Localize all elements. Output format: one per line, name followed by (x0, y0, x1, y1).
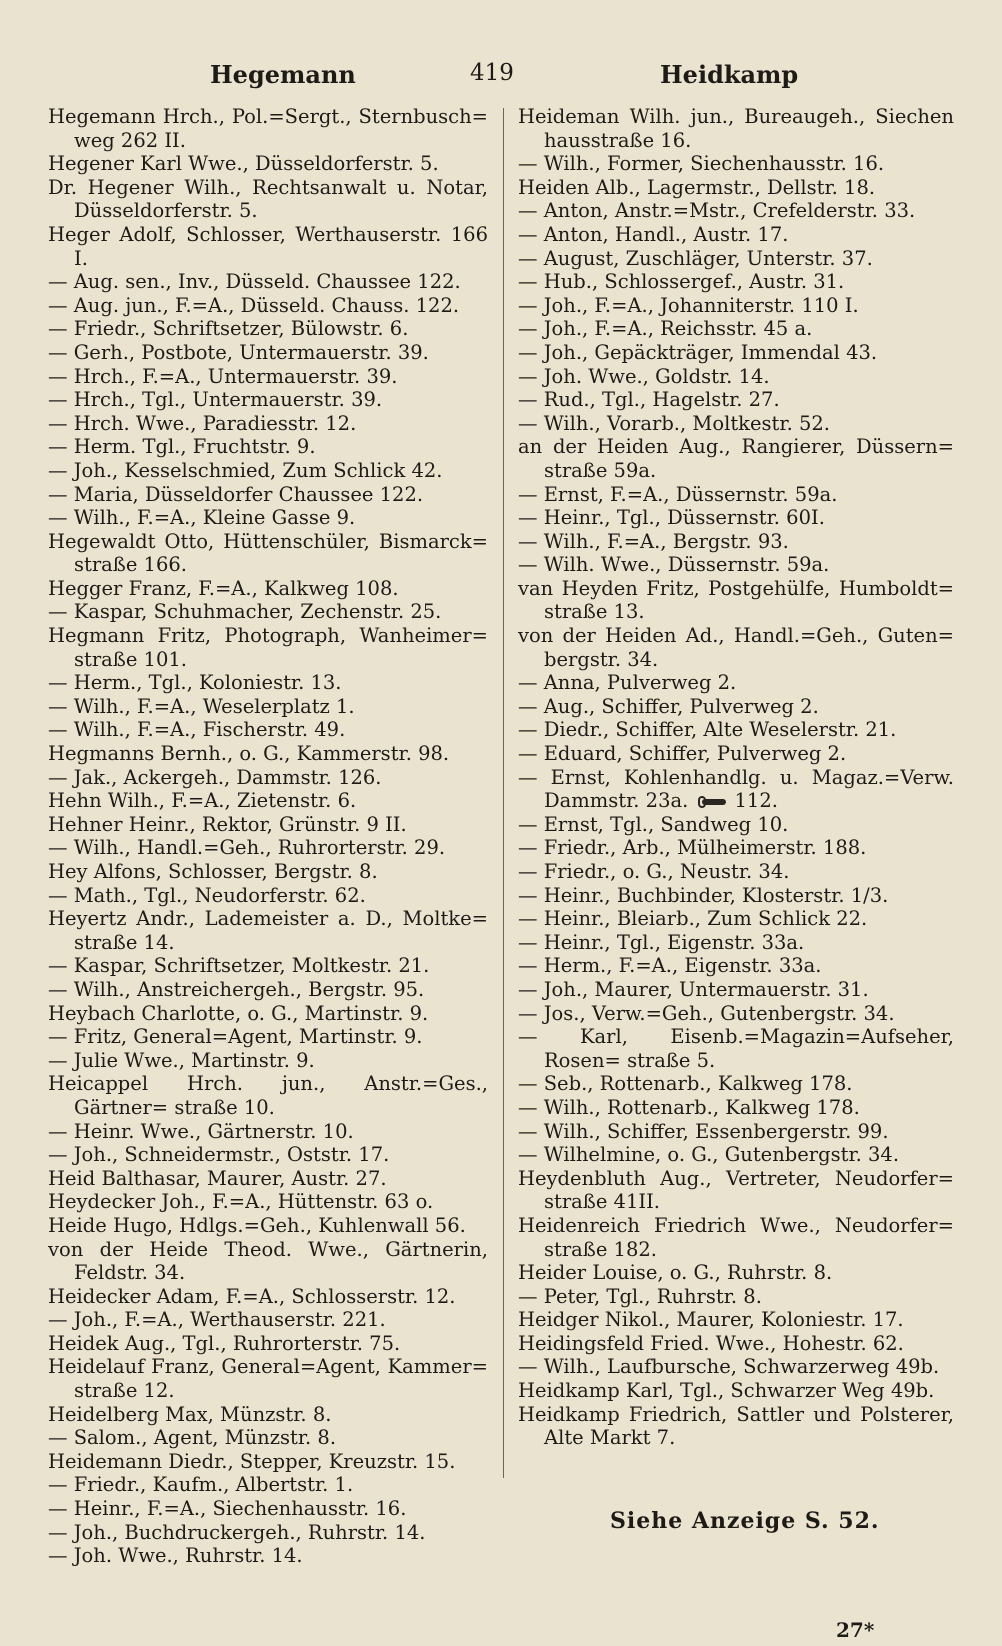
telephone-number: 112. (734, 789, 778, 813)
directory-entry: — Joh., Buchdruckergeh., Ruhrstr. 14. (48, 1520, 426, 1544)
directory-entry: — Kaspar, Schriftsetzer, Moltkestr. 21. (48, 954, 430, 978)
directory-entry: — Joh., Kesselschmied, Zum Schlick 42. (48, 458, 443, 482)
directory-entry: — Heinr., Buchbinder, Klosterstr. 1/3. (518, 883, 889, 907)
directory-entry: — Salom., Agent, Münzstr. 8. (48, 1426, 337, 1450)
directory-entry: — Wilh., F.=A., Kleine Gasse 9. (48, 506, 356, 530)
directory-entry: Hegewaldt Otto, Hüttenschüler, Bismarck= straße 166. (48, 529, 488, 577)
directory-entry: Hegger Franz, F.=A., Kalkweg 108. (48, 576, 399, 600)
signature-mark: 27* (836, 1618, 875, 1642)
directory-entry: Heidingsfeld Fried. Wwe., Hohestr. 62. (518, 1331, 904, 1355)
directory-entry: Heidkamp Karl, Tgl., Schwarzer Weg 49b. (518, 1379, 935, 1403)
directory-entry: — Joh., F.=A., Reichsstr. 45 a. (518, 317, 813, 341)
column-divider (503, 108, 504, 1478)
directory-entry: — Wilh., Anstreichergeh., Bergstr. 95. (48, 977, 425, 1001)
directory-entry: — Wilh., Schiffer, Essenbergerstr. 99. (518, 1119, 889, 1143)
directory-entry: — Seb., Rottenarb., Kalkweg 178. (518, 1072, 853, 1096)
directory-entry: Heicappel Hrch. jun., Anstr.=Ges., Gärtner= straße 10. (48, 1072, 488, 1119)
directory-entry: — Anton, Anstr.=Mstr., Crefelderstr. 33. (518, 199, 916, 223)
directory-entry: — Ernst, F.=A., Düssernstr. 59a. (518, 482, 838, 506)
directory-entry: — Heinr., Tgl., Düssernstr. 60I. (518, 506, 825, 530)
directory-entry: — Friedr., o. G., Neustr. 34. (518, 860, 790, 883)
directory-entry: Hehner Heinr., Rektor, Grünstr. 9 II. (48, 812, 407, 836)
directory-entry: von der Heide Theod. Wwe., Gärtnerin, Feldstr. 34. (48, 1237, 488, 1285)
directory-entry: — Joh. Wwe., Ruhrstr. 14. (48, 1544, 303, 1568)
directory-entry: — Herm., F.=A., Eigenstr. 33a. (518, 954, 822, 978)
directory-entry: — Fritz, General=Agent, Martinstr. 9. (48, 1025, 423, 1049)
header-left-keyword: Hegemann (210, 60, 356, 89)
directory-entry: Heidemann Diedr., Stepper, Kreuzstr. 15. (48, 1449, 456, 1473)
directory-entry: — Wilh., F.=A., Bergstr. 93. (518, 529, 789, 553)
directory-entry: Heydenbluth Aug., Vertreter, Neudorfer= straße 41II. (518, 1166, 954, 1214)
directory-entry: — Heinr., Tgl., Eigenstr. 33a. (518, 930, 805, 954)
right-column (518, 105, 954, 1450)
directory-entry: Heidger Nikol., Maurer, Koloniestr. 17. (518, 1308, 904, 1332)
directory-entry: — Herm., Tgl., Koloniestr. 13. (48, 671, 342, 695)
directory-entry: — Wilh., Former, Siechenhausstr. 16. (518, 152, 885, 176)
directory-entry: Heider Louise, o. G., Ruhrstr. 8. (518, 1261, 833, 1285)
directory-entry: Heyertz Andr., Lademeister a. D., Moltke= straße 14. (48, 907, 488, 954)
page-number: 419 (470, 60, 514, 86)
directory-entry: Hegmanns Bernh., o. G., Kammerstr. 98. (48, 742, 450, 766)
directory-entry: — Friedr., Kaufm., Albertstr. 1. (48, 1473, 354, 1497)
directory-entry: Hegener Karl Wwe., Düsseldorferstr. 5. (48, 152, 439, 176)
directory-entry: — Ernst, Kohlenhandlg. u. Magaz.=Verw. Dammstr. 23a. 112. (518, 765, 954, 813)
directory-entry: — Maria, Düsseldorfer Chaussee 122. (48, 482, 424, 506)
directory-entry: Heidenreich Friedrich Wwe., Neudorfer= straße 182. (518, 1213, 954, 1261)
directory-entry: — Wilhelmine, o. G., Gutenbergstr. 34. (518, 1143, 900, 1167)
advertisement-note: Siehe Anzeige S. 52. (610, 1508, 880, 1534)
directory-entry: Heidkamp Friedrich, Sattler und Polsterer, Alte Markt 7. (518, 1402, 954, 1450)
directory-entry: — Joh., Maurer, Untermauerstr. 31. (518, 977, 869, 1001)
directory-entry: — Hrch., Tgl., Untermauerstr. 39. (48, 388, 383, 412)
directory-entry: — Wilh., F.=A., Fischerstr. 49. (48, 718, 346, 742)
directory-entry: Hegemann Hrch., Pol.=Sergt., Sternbusch= weg 262 II. (48, 105, 488, 152)
directory-entry: Heideman Wilh. jun., Bureaugeh., Siechen hausstraße 16. (518, 105, 954, 152)
directory-entry: Heidek Aug., Tgl., Ruhrorterstr. 75. (48, 1331, 401, 1355)
directory-entry: — Joh., Gepäckträger, Immendal 43. (518, 340, 878, 364)
directory-entry: Hegmann Fritz, Photograph, Wanheimer= straße 101. (48, 624, 488, 671)
directory-entry: Heidelauf Franz, General=Agent, Kammer= straße 12. (48, 1355, 488, 1403)
directory-entry: — Ernst, Tgl., Sandweg 10. (518, 812, 789, 836)
directory-entry: — Aug. jun., F.=A., Düsseld. Chauss. 122. (48, 293, 460, 317)
directory-entry: Heidecker Adam, F.=A., Schlosserstr. 12. (48, 1284, 456, 1308)
directory-entry: Heybach Charlotte, o. G., Martinstr. 9. (48, 1001, 429, 1025)
directory-entry: — Friedr., Schriftsetzer, Bülowstr. 6. (48, 317, 409, 341)
directory-entry: Dr. Hegener Wilh., Rechtsanwalt u. Notar, Düsseldorferstr. 5. (48, 175, 488, 223)
directory-entry: Hehn Wilh., F.=A., Zietenstr. 6. (48, 789, 357, 813)
directory-entry: Heydecker Joh., F.=A., Hüttenstr. 63 o. (48, 1190, 434, 1214)
directory-entry: — Hrch., F.=A., Untermauerstr. 39. (48, 364, 398, 388)
page-header (50, 52, 952, 92)
directory-entry: — Peter, Tgl., Ruhrstr. 8. (518, 1284, 762, 1308)
directory-entry: Heiden Alb., Lagermstr., Dellstr. 18. (518, 175, 876, 199)
directory-entry: — Wilh., F.=A., Weselerplatz 1. (48, 694, 355, 718)
directory-entry: — Eduard, Schiffer, Pulverweg 2. (518, 742, 847, 766)
directory-entry: Hey Alfons, Schlosser, Bergstr. 8. (48, 860, 378, 883)
directory-entry: an der Heiden Aug., Rangierer, Düssern= straße 59a. (518, 435, 954, 482)
directory-entry: — Julie Wwe., Martinstr. 9. (48, 1048, 315, 1072)
header-right-keyword: Heidkamp (660, 60, 799, 89)
directory-entry: — Math., Tgl., Neudorferstr. 62. (48, 883, 366, 907)
left-column (48, 105, 488, 1568)
directory-entry: — Rud., Tgl., Hagelstr. 27. (518, 388, 780, 412)
directory-entry: — Heinr., F.=A., Siechenhausstr. 16. (48, 1497, 407, 1521)
directory-entry: — Jak., Ackergeh., Dammstr. 126. (48, 765, 382, 789)
directory-entry: — Friedr., Arb., Mülheimerstr. 188. (518, 836, 867, 860)
directory-entry: — Aug., Schiffer, Pulverweg 2. (518, 694, 819, 718)
directory-entry: — Wilh., Rottenarb., Kalkweg 178. (518, 1095, 860, 1119)
directory-entry: — Kaspar, Schuhmacher, Zechenstr. 25. (48, 600, 442, 624)
directory-entry: Heide Hugo, Hdlgs.=Geh., Kuhlenwall 56. (48, 1213, 466, 1237)
directory-entry: — Wilh., Vorarb., Moltkestr. 52. (518, 411, 830, 435)
telephone-icon (698, 796, 732, 808)
directory-entry: — Wilh. Wwe., Düssernstr. 59a. (518, 553, 830, 577)
directory-entry: — Joh. Wwe., Goldstr. 14. (518, 364, 770, 388)
directory-entry: — Hrch. Wwe., Paradiesstr. 12. (48, 411, 357, 435)
directory-entry: — Gerh., Postbote, Untermauerstr. 39. (48, 340, 429, 364)
directory-entry: Heger Adolf, Schlosser, Werthauserstr. 166 I. (48, 222, 488, 270)
directory-entry: — August, Zuschläger, Unterstr. 37. (518, 246, 873, 270)
directory-entry: — Heinr., Bleiarb., Zum Schlick 22. (518, 907, 868, 931)
directory-entry: — Anna, Pulverweg 2. (518, 671, 737, 695)
directory-entry: — Joh., F.=A., Johanniterstr. 110 I. (518, 293, 859, 317)
directory-entry: — Anton, Handl., Austr. 17. (518, 222, 789, 246)
directory-entry: — Wilh., Laufbursche, Schwarzerweg 49b. (518, 1355, 940, 1379)
directory-entry: — Herm. Tgl., Fruchtstr. 9. (48, 435, 316, 459)
directory-entry: — Karl, Eisenb.=Magazin=Aufseher, Rosen= straße 5. (518, 1025, 954, 1072)
directory-entry: Heid Balthasar, Maurer, Austr. 27. (48, 1166, 387, 1190)
directory-entry: — Wilh., Handl.=Geh., Ruhrorterstr. 29. (48, 836, 446, 860)
directory-entry: — Heinr. Wwe., Gärtnerstr. 10. (48, 1119, 354, 1143)
directory-entry: Heidelberg Max, Münzstr. 8. (48, 1402, 332, 1426)
directory-entry: van Heyden Fritz, Postgehülfe, Humboldt= straße 13. (518, 576, 954, 624)
directory-entry: — Joh., F.=A., Werthauserstr. 221. (48, 1308, 386, 1332)
directory-entry: — Jos., Verw.=Geh., Gutenbergstr. 34. (518, 1001, 895, 1025)
directory-entry: — Joh., Schneidermstr., Oststr. 17. (48, 1143, 390, 1167)
directory-entry: — Hub., Schlossergef., Austr. 31. (518, 270, 845, 294)
directory-entry: von der Heiden Ad., Handl.=Geh., Guten= bergstr. 34. (518, 624, 954, 671)
directory-entry: — Aug. sen., Inv., Düsseld. Chaussee 122. (48, 270, 461, 294)
directory-entry: — Diedr., Schiffer, Alte Weselerstr. 21. (518, 718, 897, 742)
